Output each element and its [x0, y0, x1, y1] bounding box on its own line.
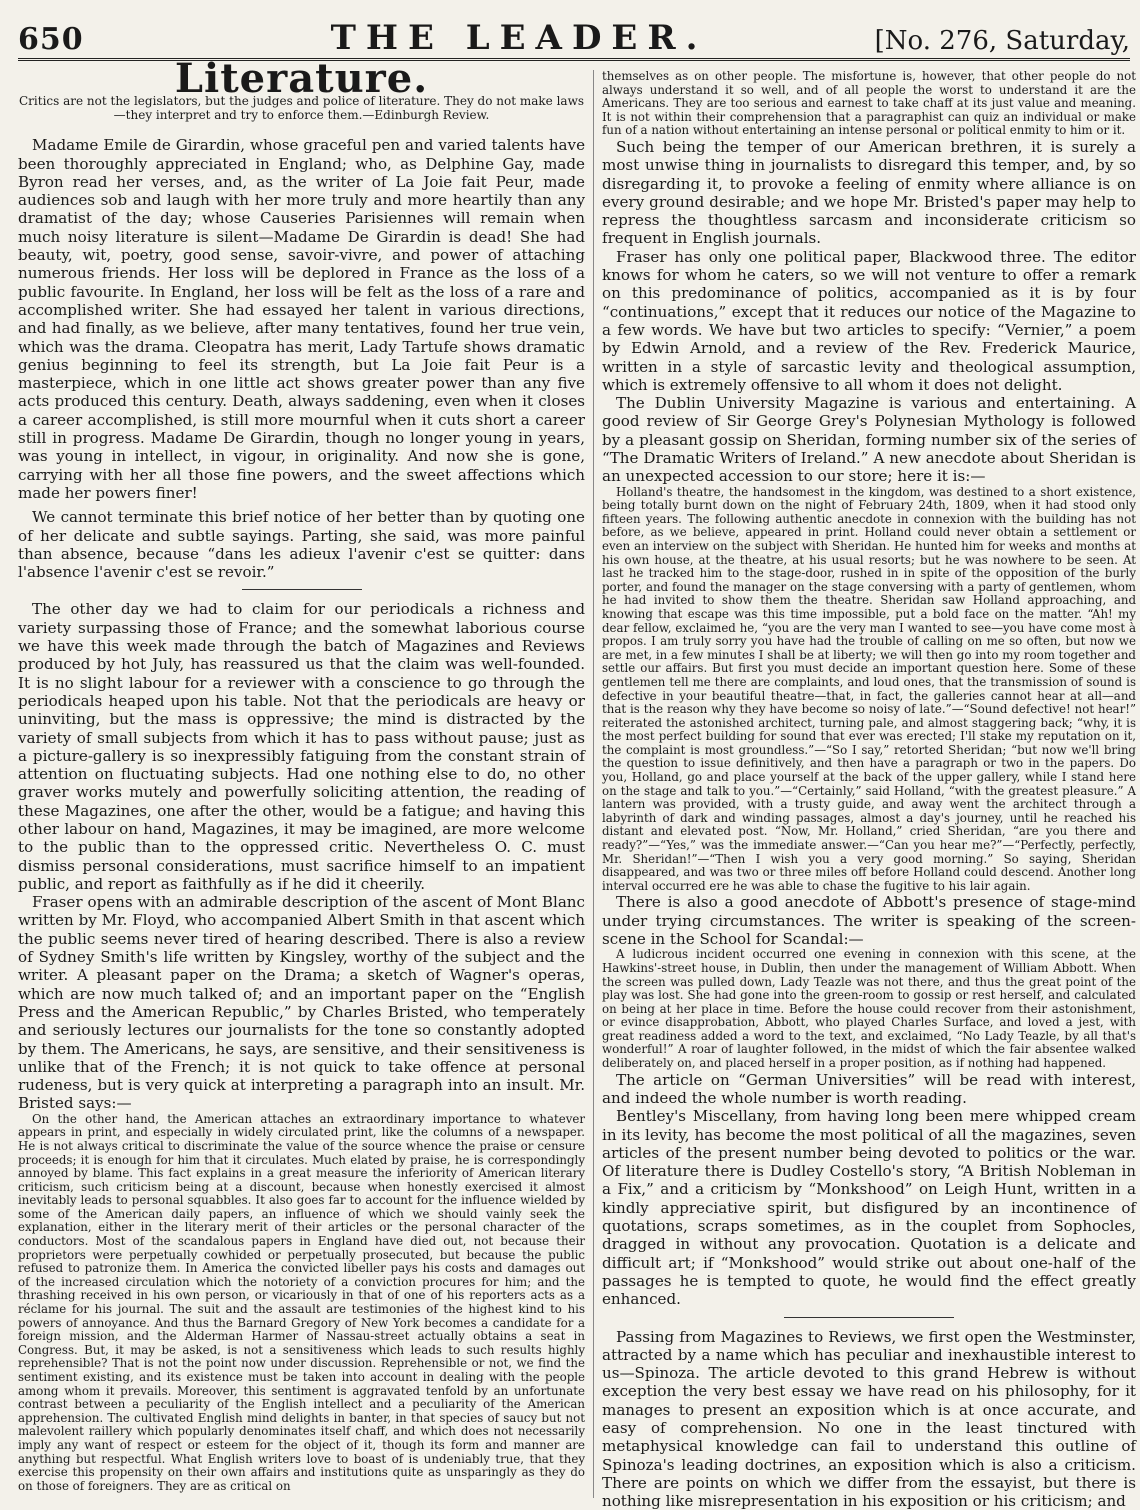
paragraph: Passing from Magazines to Reviews, we first open the Westminster, attracted by a name which has peculiar and inexhaustible interest to us—Spinoza. The article devoted to this grand Hebrew is without exception the very best essay we have read on his philosophy, for it manages to present an exposition which is at once accurate, and easy of comprehension. No one in the least tinctured with metaphysical knowledge can fail to understand this outline of Spinoza's leading doctrines, an exposition which is also a criticism. There are points on which we differ from the essayist, but there is nothing like misrepresentation in his exposition or his criticism; and	[602, 1327, 1136, 1510]
paragraph: The article on “German Universities” will be read with interest, and indeed the whole number is worth reading.	[602, 1070, 1136, 1107]
paragraph: We cannot terminate this brief notice of her better than by quoting one of her delicate and subtle sayings. Parting, she said, was more painful than absence, because “dans les adieux l'avenir c'est se quitter: dans l'absence l'avenir c'est se revoir.”	[18, 508, 585, 582]
paragraph: Such being the temper of our American brethren, it is surely a most unwise thing in journalists to disregard this temper, and, by so disregarding it, to provoke a feeling of enmity where alliance is on every ground desirable; and we hope Mr. Bristed's paper may help to repress the thoughtless sarcasm and inconsiderate criticism so frequent in English journals.	[602, 137, 1136, 248]
block-quote: themselves as on other people. The misfortune is, however, that other people do not always understand it so well, and of all people the worst to understand it are the Americans. They are too serious and earnest to take chaff at its just value and meaning. It is not within their comprehension that a paragraphist can quiz an individual or make fun of a nation without entertaining an intense personal or political enmity to him or it.	[602, 69, 1136, 138]
block-quote: Holland's theatre, the handsomest in the kingdom, was destined to a short existence, being totally burnt down on the night of February 24th, 1809, when it had stood only fifteen years. The following authentic anecdote in connexion with the building has not before, as we believe, appeared in print. Holland could never obtain a settlement or even an interview on the subject with Sheridan. He hunted him for weeks and months at his own house, at the theatre, at his usual resorts; but he was nowhere to be seen. At last he tracked him to the stage-door, rushed in in spite of the opposition of the burly porter, and found the manager on the stage conversing with a party of gentlemen, whom he had invited to show them the theatre. Sheridan saw Holland approaching, and knowing that escape was this time impossible, put a bold face on the matter. “Ah! my dear fellow, exclaimed he, “you are the very man I wanted to see—you have come most à propos. I am truly sorry you have had the trouble of calling on me so often, but now we are met, in a few minutes I shall be at liberty; we will then go into my room together and settle our affairs. But first you must decide an important question here. Some of these gentlemen tell me there are complaints, and loud ones, that the transmission of sound is defective in your beautiful theatre—that, in fact, the galleries cannot hear at all—and that is the reason why they have become so noisy of late.”—“Sound defective! not hear!” reiterated the astonished architect, turning pale, and almost staggering back; “why, it is the most perfect building for sound that ever was erected; I'll stake my reputation on it, the complaint is most groundless.”—“So I say,” retorted Sheridan; “but now we'll bring the question to issue definitively, and then have a paragraph or two in the papers. Do you, Holland, go and place yourself at the back of the upper gallery, while I stand here on the stage and talk to you.”—“Certainly,” said Holland, “with the greatest pleasure.” A lantern was provided, with a trusty guide, and away went the architect through a labyrinth of dark and winding passages, almost a day's journey, until he reached his distant and elevated post. “Now, Mr. Holland,” cried Sheridan, “are you there and ready?”—“Yes,” was the immediate answer.—“Can you hear me?”—“Perfectly, perfectly, Mr. Sheridan!”—“Then I wish you a very good morning.” So saying, Sheridan disappeared, and was two or three miles off before Holland could descend. Another long interval occurred ere he was able to chase the fugitive to his lair again.	[602, 484, 1136, 893]
block-quote: On the other hand, the American attaches an extraordinary importance to whatever appears in print, and especially in widely circulated print, like the columns of a newspaper. He is not always critical to discriminate the value of the source whence the praise or censure proceeds; it is enough for him that it circulates. Much elated by praise, he is correspondingly annoyed by blame. This fact explains in a great measure the inferiority of American literary criticism, such criticism being at a discount, because when honestly exercised it almost inevitably leads to personal squabbles. It also goes far to account for the influence wielded by some of the American daily papers, an influence of which we should vainly seek the explanation, either in the literary merit of their articles or the personal character of the conductors. Most of the scandalous papers in England have died out, not because their proprietors were perpetually cowhided or perpetually prosecuted, but because the public refused to patronize them. In America the convicted libeller pays his costs and damages out of the increased circulation which the notoriety of a conviction procures for him; and the thrashing received in his own person, or vicariously in that of one of his reporters acts as a réclame for his journal. The suit and the assault are testimonies of the highest kind to his powers of annoyance. And thus the Barnard Gregory of New York becomes a candidate for a foreign mission, and the Alderman Harmer of Nassau-street actually obtains a seat in Congress. But, it may be asked, is not a sensitiveness which leads to such results highly reprehensible? That is not the point now under discussion. Reprehensible or not, we find the sentiment existing, and its existence must be taken into account in dealing with the people among whom it prevails. Moreover, this sentiment is aggravated tenfold by an unfortunate contrast between a peculiarity of the English intellect and a peculiarity of the American apprehension. The cultivated English mind delights in banter, in that species of saucy but not malevolent raillery which popularly denominates itself chaff, and which does not necessarily imply any want of respect or esteem for the object of it, though its form and manner are anything but respectful. What English writers love to boast of is undeniably true, that they exercise this propensity on their own affairs and institutions quite as unsparingly as they do on those of foreigners. They are as critical on	[18, 1111, 585, 1493]
paragraph: There is also a good anecdote of Abbott's presence of stage-mind under trying circumstances. The writer is speaking of the screen-scene in the School for Scandal:—	[602, 893, 1136, 949]
divider	[242, 589, 362, 590]
paragraph: The other day we had to claim for our periodicals a richness and variety surpassing those of France; and the somewhat laborious course we have this week made through the batch of Magazines and Reviews produced by hot July, has reassured us that the claim was well-founded. It is no slight labour for a reviewer with a conscience to go through the periodicals heaped upon his table. Not that the periodicals are heavy or uninviting, but the mass is oppressive; the mind is distracted by the variety of small subjects from which it has to pass without pause; just as a picture-gallery is so inexpressibly fatiguing from the constant strain of attention on fluctuating subjects. Had one nothing else to do, no other graver works mutely and powerfully soliciting attention, the reading of these Magazines, one after the other, would be a fatigue; and having this other labour on hand, Magazines, it may be imagined, are more welcome to the public than to the oppressed critic. Nevertheless O. C. must dismiss personal considerations, must sacrifice himself to an impatient public, and report as faithfully as if he did it cheerily.	[18, 600, 585, 893]
section-heading: Literature.	[174, 55, 429, 102]
left-column	[18, 55, 585, 1498]
paragraph: Madame Emile de Girardin, whose graceful pen and varied talents have been thoroughly appreciated in England; who, as Delphine Gay, made Byron read her verses, and, as the writer of La Joie fait Peur, made audiences sob and laugh with her more truly and more heartily than any dramatist of the day; whose Causeries Parisiennes will remain when much noisy literature is silent—Madame De Girardin is dead! She had beauty, wit, poetry, good sense, savoir-vivre, and power of attaching numerous friends. Her loss will be deplored in France as the loss of a public favourite. In England, her loss will be felt as the loss of a rare and accomplished writer. She had essayed her talent in various directions, and had finally, as we believe, after many tentatives, found her true vein, which was the drama. Cleopatra has merit, Lady Tartufe shows dramatic genius beginning to feel its strength, but La Joie fait Peur is a masterpiece, which in one little act shows greater power than any five acts produced this century. Death, always saddening, even when it closes a career accomplished, is still more mournful when it cuts short a career still in progress. Madame De Girardin, though no longer young in years, was young in intellect, in vigour, in originality. And now she is gone, carrying with her all those fine powers, and the sweet affections which made her powers finer!	[18, 136, 585, 502]
epigraph: Critics are not the legislators, but the judges and police of literature. They do not make laws—they interpret and try to enforce them.—Edinburgh Review.	[18, 94, 585, 123]
paper-title: THE LEADER.	[330, 18, 708, 58]
issue-label: [No. 276, Saturday,	[874, 26, 1130, 56]
page-number: 650	[18, 22, 84, 57]
paragraph: The Dublin University Magazine is various and entertaining. A good review of Sir George Grey's Polynesian Mythology is followed by a pleasant gossip on Sheridan, forming number six of the series of “The Dramatic Writers of Ireland.” A new anecdote about Sheridan is an unexpected accession to our store; here it is:—	[602, 394, 1136, 486]
paragraph: Fraser has only one political paper, Blackwood three. The editor knows for whom he caters, so we will not venture to offer a remark on this predominance of politics, accompanied as it is by four “continuations,” except that it reduces our notice of the Magazine to a few words. We have but two articles to specify: “Vernier,” a poem by Edwin Arnold, and a review of the Rev. Frederick Maurice, written in a style of sarcastic levity and theological assumption, which is extremely offensive to all whom it does not delight.	[602, 247, 1136, 394]
paragraph: Bentley's Miscellany, from having long been mere whipped cream in its levity, has become the most political of all the magazines, seven articles of the present number being devoted to politics or the war. Of literature there is Dudley Costello's story, “A British Nobleman in a Fix,” and a criticism by “Monkshood” on Leigh Hunt, written in a kindly appreciative spirit, but disfigured by an incontinence of quotations, scraps sometimes, as in the couplet from Sophocles, dragged in without any provocation. Quotation is a delicate and difficult art; if “Monkshood” would strike out about one-half of the passages he is tempted to quote, he would find the effect greatly enhanced.	[602, 1107, 1136, 1309]
divider	[784, 1317, 954, 1318]
right-column	[593, 69, 1136, 1510]
block-quote: A ludicrous incident occurred one evening in connexion with this scene, at the Hawkins'-street house, in Dublin, then under the management of William Abbott. When the screen was pulled down, Lady Teazle was not there, and thus the great point of the play was lost. She had gone into the green-room to gossip or rest herself, and calculated on being at her place in time. Before the house could recover from their astonishment, or evince disapprobation, Abbott, who played Charles Surface, and loved a jest, with great readiness added a word to the text, and exclaimed, “No Lady Teazle, by all that's wonderful!” A roar of laughter followed, in the midst of which the fair absentee walked deliberately on, and placed herself in a proper position, as if nothing had happened.	[602, 947, 1136, 1071]
paragraph: Fraser opens with an admirable description of the ascent of Mont Blanc written by Mr. Floyd, who accompanied Albert Smith in that ascent which the public seems never tired of hearing described. There is also a review of Sydney Smith's life written by Kingsley, worthy of the subject and the writer. A pleasant paper on the Drama; a sketch of Wagner's operas, which are now much talked of; and an important paper on the “English Press and the American Republic,” by Charles Bristed, who temperately and seriously lectures our journalists for the tone so constantly adopted by them. The Americans, he says, are sensitive, and their sensitiveness is unlike that of the French; it is not quick to take offence at personal rudeness, but is very quick at interpreting a paragraph into an insult. Mr. Bristed says:—	[18, 893, 585, 1113]
